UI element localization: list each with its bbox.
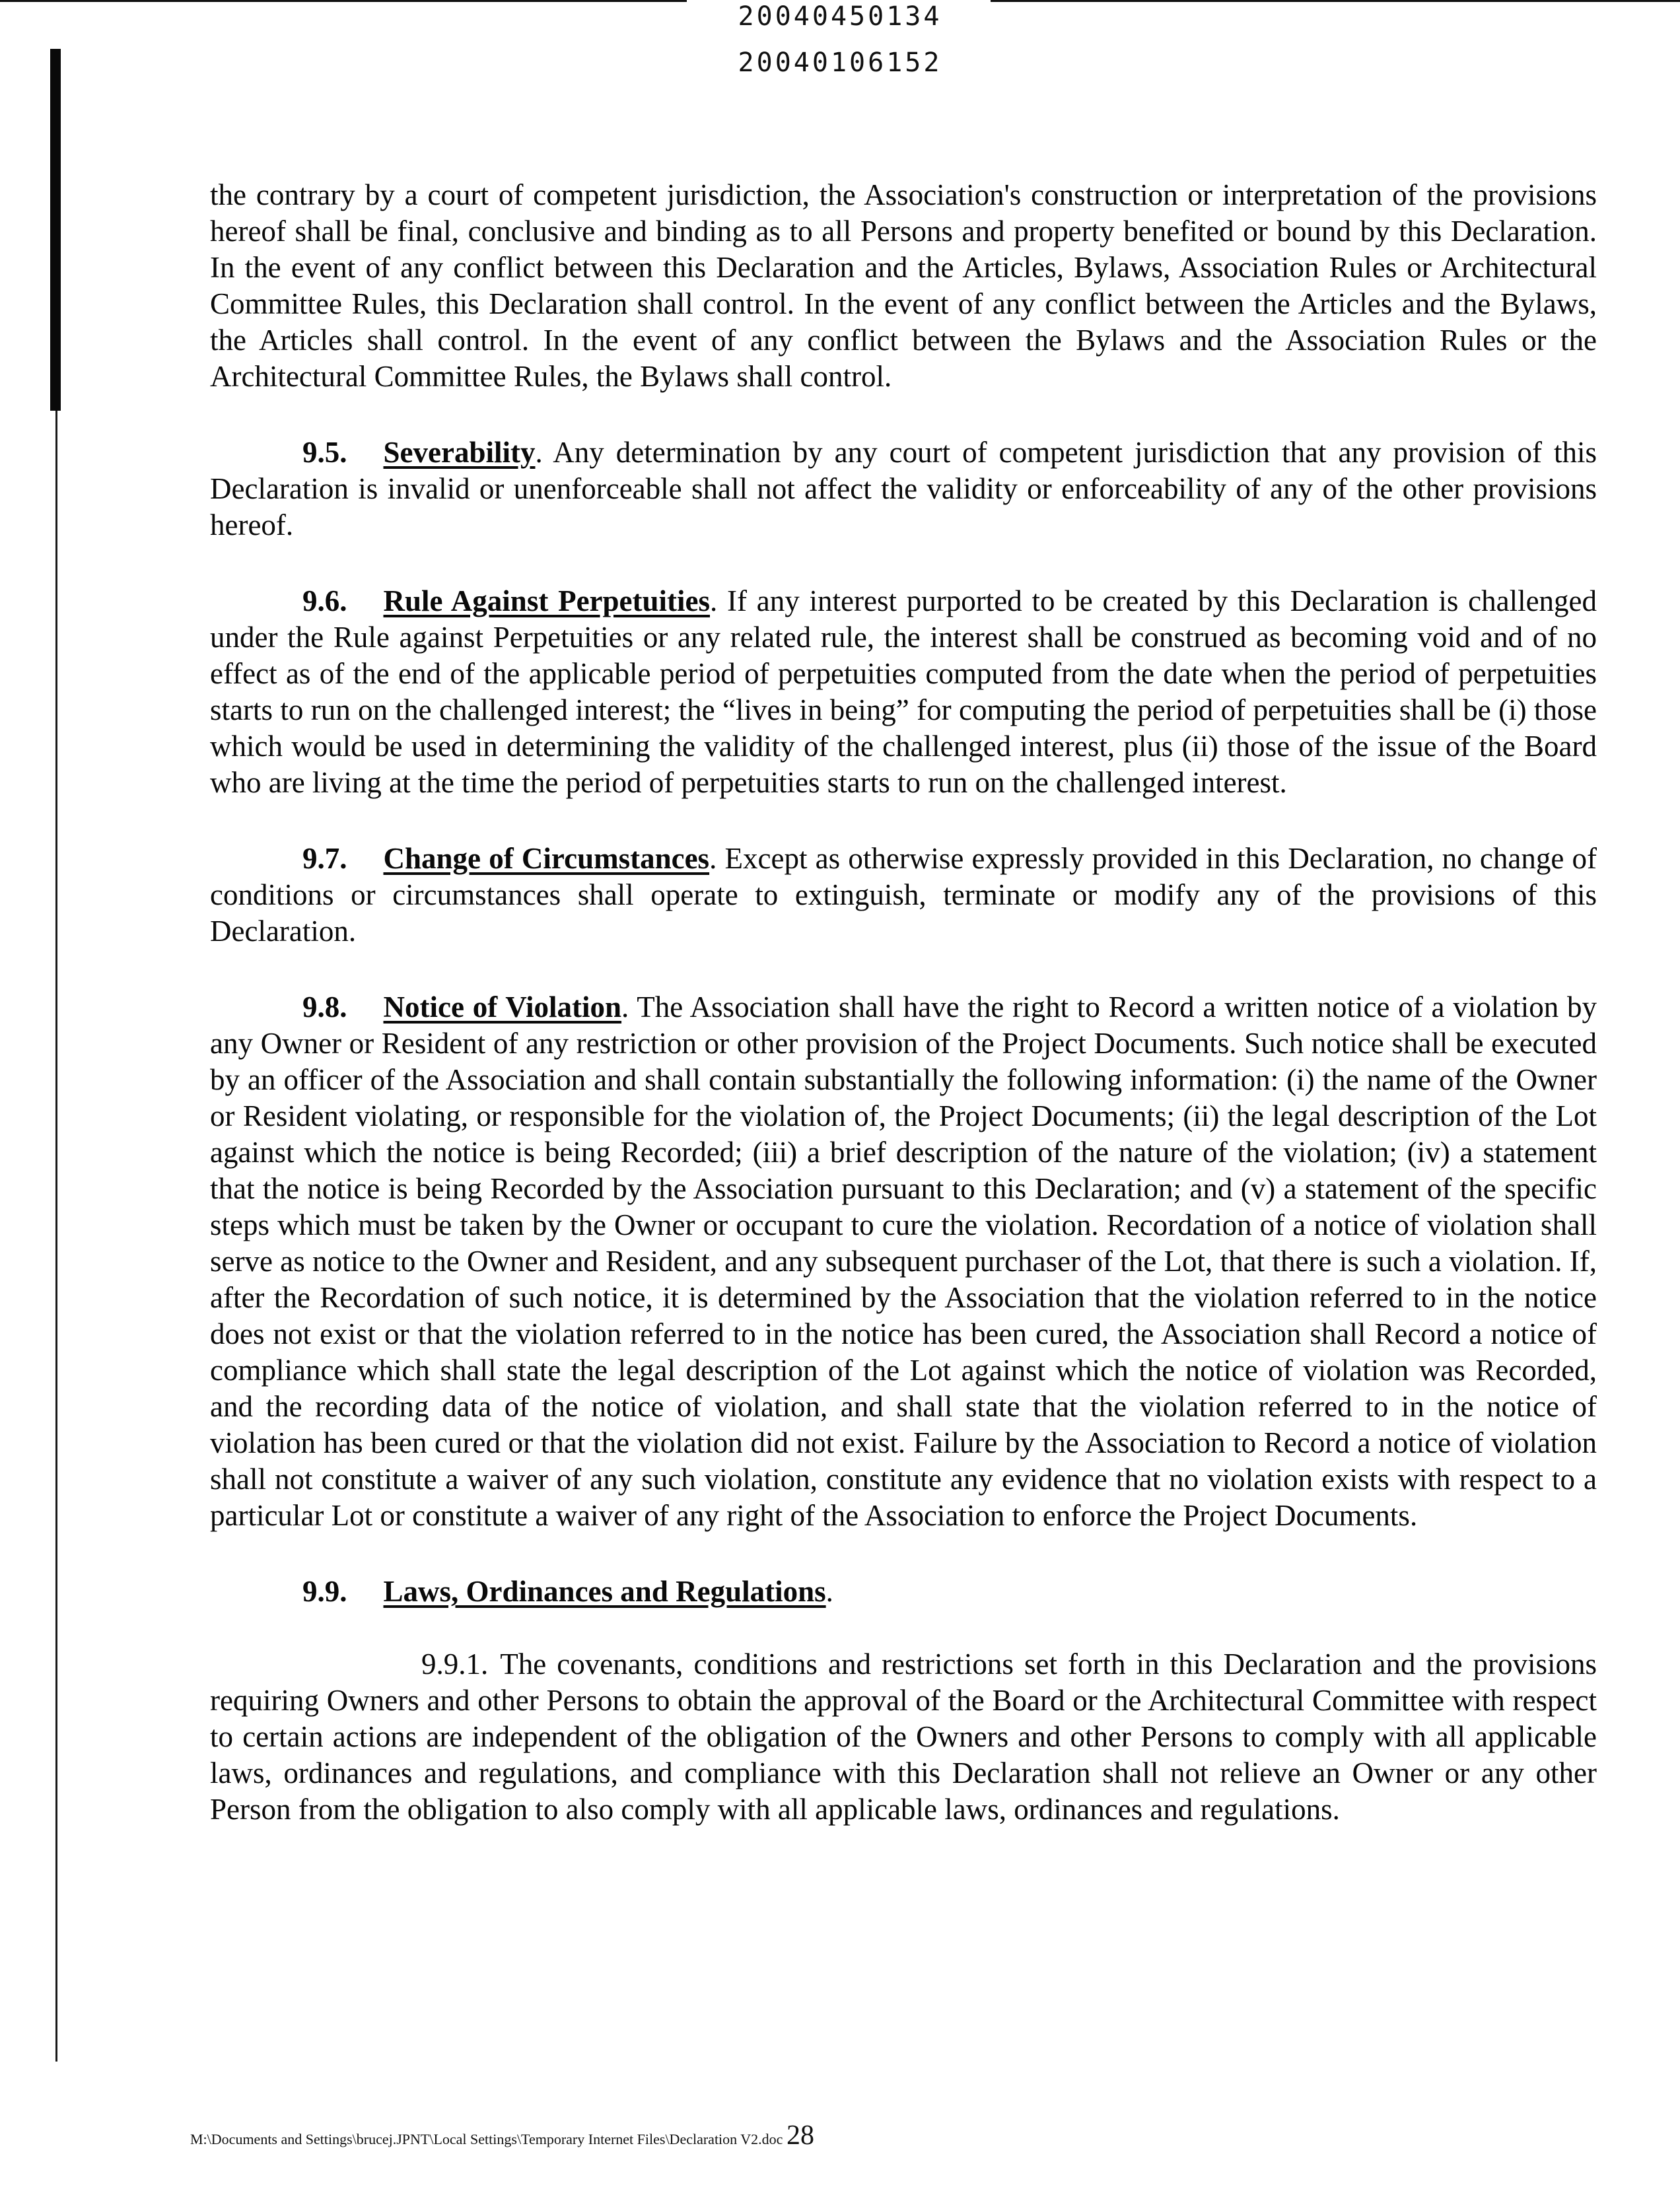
recording-number-2: 20040106152 bbox=[738, 48, 942, 78]
section-title: Rule Against Perpetuities bbox=[383, 584, 711, 617]
section-number: 9.7. bbox=[302, 842, 347, 875]
document-body bbox=[210, 177, 1597, 1867]
section-number: 9.8. bbox=[302, 990, 347, 1024]
section-9-5: 9.5. Severability. Any determination by any court of competent jurisdiction that any provision of this Declaration is invalid or unenforceable shall not affect the validity or enforceability of any of the other provisions hereof. bbox=[210, 436, 1597, 541]
section-title: Laws, Ordinances and Regulations bbox=[383, 1575, 826, 1608]
recording-number-1: 20040450134 bbox=[738, 1, 942, 32]
footer-file-path: M:\Documents and Settings\brucej.JPNT\Local Settings\Temporary Internet Files\Declaration V2.doc bbox=[190, 2131, 783, 2147]
section-9-7: 9.7. Change of Circumstances. Except as otherwise expressly provided in this Declaration, no change of conditions or circumstances shall operate to extinguish, terminate or modify any of the provisions of this Declaration. bbox=[210, 842, 1597, 948]
section-text: Except as otherwise expressly provided in this Declaration, no change of conditions or circumstances shall operate to extinguish, terminate or modify any of the provisions of this Declaration. bbox=[210, 842, 1597, 948]
subsection-number: 9.9.1. bbox=[421, 1648, 489, 1681]
section-text: If any interest purported to be created by this Declaration is challenged under the Rule against Perpetuities or any related rule, the interest shall be construed as becoming void and of no effect as of the end of the applicable period of perpetuities computed from the date when the period of perpetuities starts to run on the challenged interest; the “lives in being” for computing the period of perpetuities shall be (i) those which would be used in determining the validity of the challenged interest, plus (ii) those of the issue of the Board who are living at the time the period of perpetuities starts to run on the challenged interest. bbox=[210, 584, 1597, 799]
subsection-text: The covenants, conditions and restrictions set forth in this Declaration and the provisions requiring Owners and other Persons to obtain the approval of the Board or the Architectural Committee with respect to certain actions are independent of the obligation of the Owners and other Persons to comply with all applicable laws, ordinances and regulations, and compliance with this Declaration shall not relieve an Owner or any other Person from the obligation to also comply with all applicable laws, ordinances and regulations. bbox=[210, 1648, 1597, 1826]
section-title: Severability bbox=[383, 436, 536, 469]
scan-margin-line bbox=[55, 411, 57, 2062]
page-footer bbox=[190, 2120, 814, 2151]
section-number: 9.6. bbox=[302, 584, 347, 617]
section-number: 9.9. bbox=[302, 1575, 347, 1608]
scan-margin-bar bbox=[50, 49, 61, 411]
section-title: Change of Circumstances bbox=[383, 842, 710, 875]
section-9-6: 9.6. Rule Against Perpetuities. If any interest purported to be created by this Declaration is challenged under the Rule against Perpetuities or any related rule, the interest shall be construed as becoming void and of no effect as of the end of the applicable period of perpetuities computed from the date when the period of perpetuities starts to run on the challenged interest; the “lives in being” for computing the period of perpetuities shall be (i) those which would be used in determining the validity of the challenged interest, plus (ii) those of the issue of the Board who are living at the time the period of perpetuities starts to run on the challenged interest. bbox=[210, 584, 1597, 799]
page-number: 28 bbox=[786, 2120, 814, 2151]
section-9-8: 9.8. Notice of Violation. The Association shall have the right to Record a written notice of a violation by any Owner or Resident of any restriction or other provision of the Project Documents. Such notice shall be executed by an officer of the Association and shall contain substantially the following information: (i) the name of the Owner or Resident violating, or responsible for the violation of, the Project Documents; (ii) the legal description of the Lot against which the notice is being Recorded; (iii) a brief description of the nature of the violation; (iv) a statement that the notice is being Recorded by the Association pursuant to this Declaration; and (v) a statement of the specific steps which must be taken by the Owner or occupant to cure the violation. Recordation of a notice of violation shall serve as notice to the Owner and Resident, and any subsequent purchaser of the Lot, that there is such a violation. If, after the Recordation of such notice, it is determined by the Association that the violation referred to in the notice does not exist or that the violation referred to in the notice has been cured, the Association shall Record a notice of compliance which shall state the legal description of the Lot against which the notice of violation was Recorded, and the recording data of the notice of violation, and shall state that the violation referred to in the notice of violation has been cured or that the violation did not exist. Failure by the Association to Record a notice of violation shall not constitute a waiver of any such violation, constitute any evidence that no violation exists with respect to a particular Lot or constitute a waiver of any right of the Association to enforce the Project Documents. bbox=[210, 990, 1597, 1532]
intro-paragraph: the contrary by a court of competent jurisdiction, the Association's construction or interpretation of the provisions hereof shall be final, conclusive and binding as to all Persons and property benefited or bound by this Declaration. In the event of any conflict between this Declaration and the Articles, Bylaws, Association Rules or Architectural Committee Rules, this Declaration shall control. In the event of any conflict between the Articles and the Bylaws, the Articles shall control. In the event of any conflict between the Bylaws and the Association Rules or the Architectural Committee Rules, the Bylaws shall control. bbox=[210, 178, 1597, 393]
subsection-9-9-1 bbox=[210, 1646, 1597, 1828]
section-number: 9.5. bbox=[302, 436, 347, 469]
section-text: Any determination by any court of competent jurisdiction that any provision of this Declaration is invalid or unenforceable shall not affect the validity or enforceability of any of the other provisions hereof. bbox=[210, 436, 1597, 541]
section-text: The Association shall have the right to Record a written notice of a violation by any Owner or Resident of any restriction or other provision of the Project Documents. Such notice shall be executed by an officer of the Association and shall contain substantially the following information: (i) the name of the Owner or Resident violating, or responsible for the violation of, the Project Documents; (ii) the legal description of the Lot against which the notice is being Recorded; (iii) a brief description of the nature of the violation; (iv) a statement that the notice is being Recorded by the Association pursuant to this Declaration; and (v) a statement of the specific steps which must be taken by the Owner or occupant to cure the violation. Recordation of a notice of violation shall serve as notice to the Owner and Resident, and any subsequent purchaser of the Lot, that there is such a violation. If, after the Recordation of such notice, it is determined by the Association that the violation referred to in the notice does not exist or that the violation referred to in the notice has been cured, the Association shall Record a notice of compliance which shall state the legal description of the Lot against which the notice of violation was Recorded, and the recording data of the notice of violation, and shall state that the violation referred to in the notice of violation has been cured or that the violation did not exist. Failure by the Association to Record a notice of violation shall not constitute a waiver of any such violation, constitute any evidence that no violation exists with respect to a particular Lot or constitute a waiver of any right of the Association to enforce the Project Documents. bbox=[210, 990, 1597, 1532]
section-title: Notice of Violation bbox=[383, 990, 622, 1024]
section-9-9: 9.9. Laws, Ordinances and Regulations. bbox=[210, 1574, 1597, 1610]
